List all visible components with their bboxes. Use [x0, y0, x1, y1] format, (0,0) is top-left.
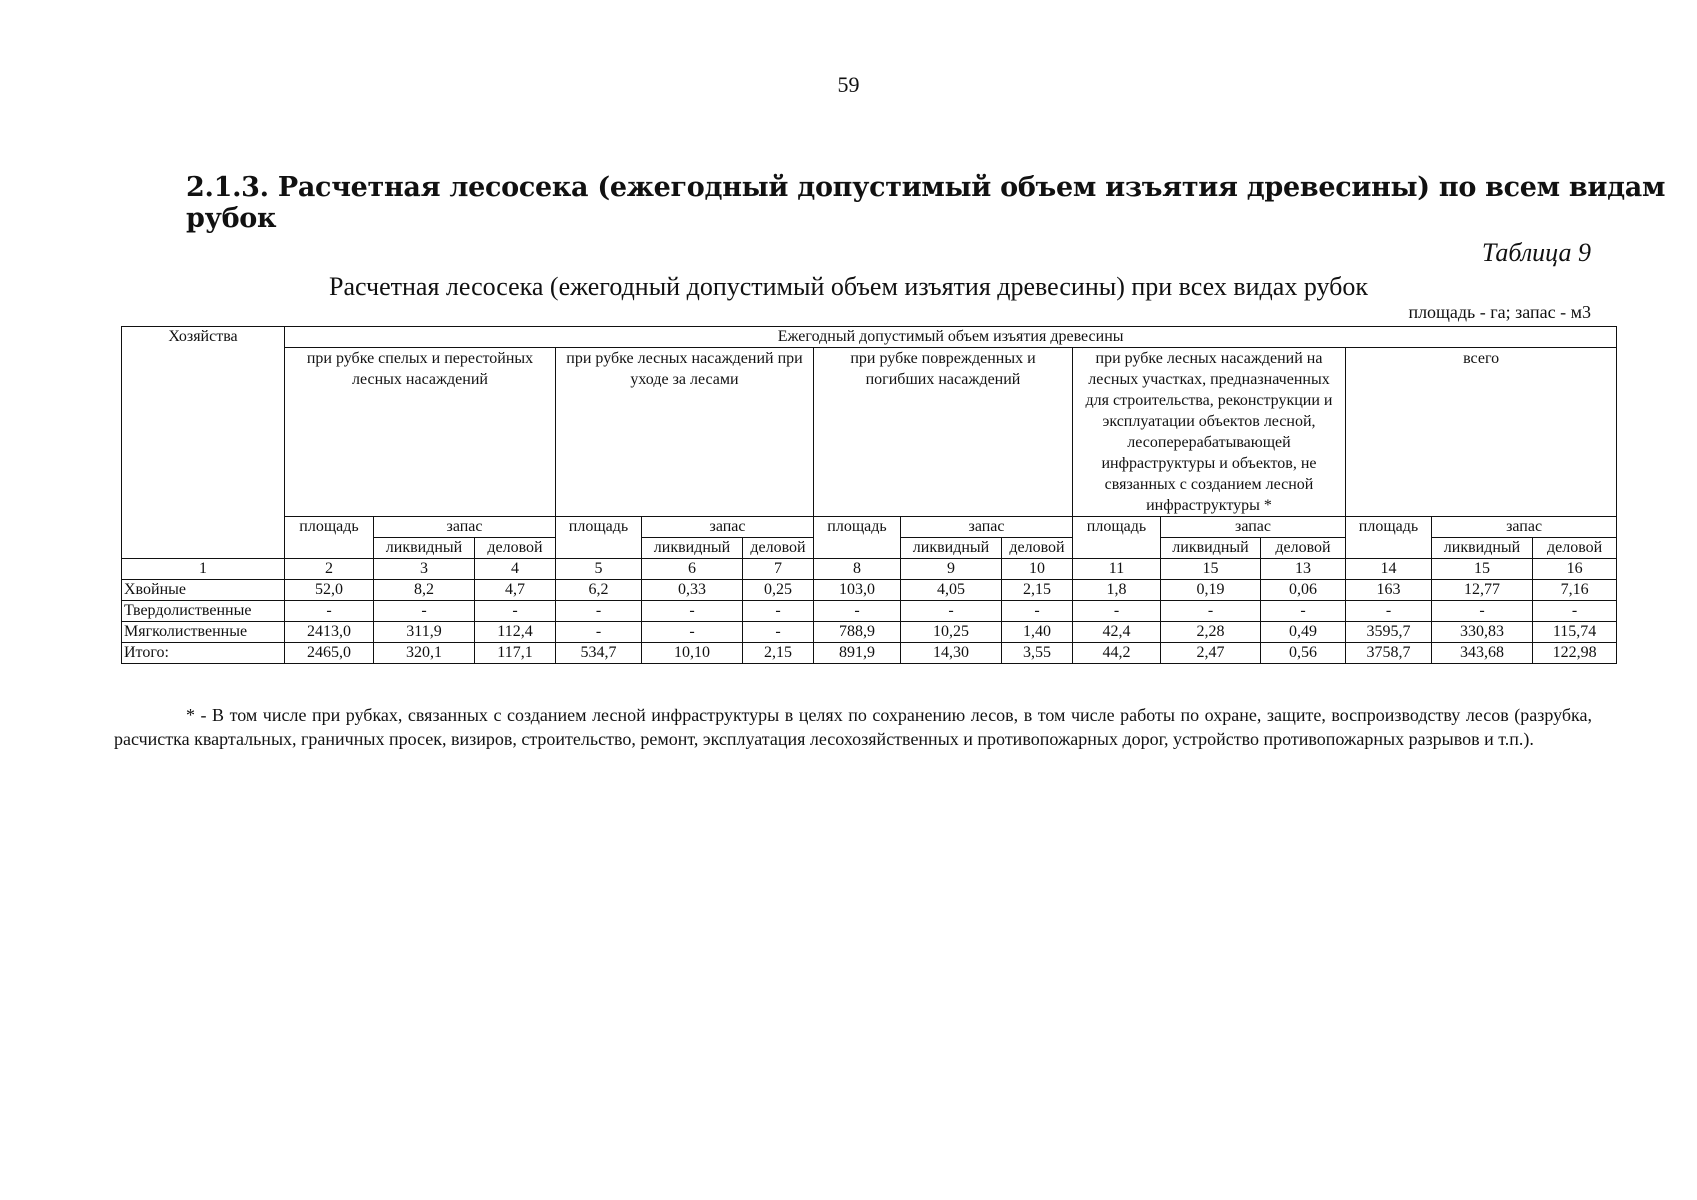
- table-cell: 44,2: [1073, 643, 1161, 664]
- header-group-mature: при рубке спелых и перестойных лесных насаждений: [285, 348, 556, 517]
- table-cell: 163: [1346, 580, 1432, 601]
- header-business: деловой: [743, 538, 814, 559]
- table-cell: 0,25: [743, 580, 814, 601]
- table-cell: 8,2: [374, 580, 475, 601]
- table-cell: 4,7: [475, 580, 556, 601]
- table-cell: -: [285, 601, 374, 622]
- column-number: 6: [642, 559, 743, 580]
- table-cell: -: [1002, 601, 1073, 622]
- header-business: деловой: [475, 538, 556, 559]
- table-cell: -: [374, 601, 475, 622]
- table-cell: 42,4: [1073, 622, 1161, 643]
- harvest-volume-table: [121, 326, 1617, 664]
- header-group-damaged: при рубке поврежденных и погибших насаждений: [814, 348, 1073, 517]
- table-cell: 3,55: [1002, 643, 1073, 664]
- header-group-total: всего: [1346, 348, 1617, 517]
- column-number: 1: [122, 559, 285, 580]
- column-number: 14: [1346, 559, 1432, 580]
- table-label: Таблица 9: [1481, 238, 1591, 267]
- table-row-coniferous: [122, 580, 1617, 601]
- row-label: Мягколиственные: [122, 622, 285, 643]
- column-number: 5: [556, 559, 642, 580]
- table-cell: 2,47: [1161, 643, 1261, 664]
- row-label: Хвойные: [122, 580, 285, 601]
- table-cell: 3758,7: [1346, 643, 1432, 664]
- table-cell: 534,7: [556, 643, 642, 664]
- table-cell: -: [814, 601, 901, 622]
- table-cell: 2465,0: [285, 643, 374, 664]
- header-liquid: ликвидный: [1161, 538, 1261, 559]
- table-cell: 7,16: [1533, 580, 1617, 601]
- table-cell: 311,9: [374, 622, 475, 643]
- header-area: площадь: [285, 517, 374, 559]
- column-number: 9: [901, 559, 1002, 580]
- table-cell: -: [1161, 601, 1261, 622]
- table-cell: 14,30: [901, 643, 1002, 664]
- header-liquid: ликвидный: [642, 538, 743, 559]
- table-cell: 0,33: [642, 580, 743, 601]
- table-cell: 0,06: [1261, 580, 1346, 601]
- table-cell: 343,68: [1432, 643, 1533, 664]
- table-cell: 6,2: [556, 580, 642, 601]
- table-cell: 1,40: [1002, 622, 1073, 643]
- table-cell: 891,9: [814, 643, 901, 664]
- table-cell: -: [642, 601, 743, 622]
- header-row-2: [122, 348, 1617, 517]
- table-cell: 2,15: [1002, 580, 1073, 601]
- header-area: площадь: [556, 517, 642, 559]
- table-cell: 2413,0: [285, 622, 374, 643]
- table-cell: -: [1533, 601, 1617, 622]
- table-cell: 320,1: [374, 643, 475, 664]
- table-cell: -: [1432, 601, 1533, 622]
- table-cell: -: [556, 601, 642, 622]
- column-number: 4: [475, 559, 556, 580]
- column-number: 8: [814, 559, 901, 580]
- column-number: 7: [743, 559, 814, 580]
- row-label: Твердолиственные: [122, 601, 285, 622]
- table-cell: 2,15: [743, 643, 814, 664]
- header-area: площадь: [814, 517, 901, 559]
- table-row-total: [122, 643, 1617, 664]
- header-row-3: [122, 517, 1617, 538]
- column-number: 3: [374, 559, 475, 580]
- column-number: 10: [1002, 559, 1073, 580]
- table-cell: 112,4: [475, 622, 556, 643]
- page-number: 59: [837, 72, 860, 97]
- column-number: 13: [1261, 559, 1346, 580]
- table-cell: 3595,7: [1346, 622, 1432, 643]
- table-cell: 2,28: [1161, 622, 1261, 643]
- header-stock: запас: [642, 517, 814, 538]
- table-cell: 52,0: [285, 580, 374, 601]
- table-cell: 103,0: [814, 580, 901, 601]
- table-cell: 0,56: [1261, 643, 1346, 664]
- column-number-row: [122, 559, 1617, 580]
- header-stock: запас: [1161, 517, 1346, 538]
- header-group-infrastructure: при рубке лесных насаждений на лесных участках, предназначенных для строительства, реконструкции и эксплуатации объектов лесной, лесоперерабатывающей инфраструктуры и объектов, не связанных с созданием лесной инфраструктуры *: [1073, 348, 1346, 517]
- table-cell: -: [475, 601, 556, 622]
- table-cell: 12,77: [1432, 580, 1533, 601]
- table-cell: -: [901, 601, 1002, 622]
- table-row-softwood: [122, 622, 1617, 643]
- header-group-thinning: при рубке лесных насаждений при уходе за лесами: [556, 348, 814, 517]
- table-cell: 10,10: [642, 643, 743, 664]
- footnote: * - В том числе при рубках, связанных с созданием лесной инфраструктуры в целях по сохранению лесов, в том числе работы по охране, защите, воспроизводству лесов (разрубка, расчистка квартальных, граничных просек, визиров, строительство, ремонт, эксплуатация лесохозяйственных и противопожарных дорог, устройство противопожарных разрывов и т.п.).: [114, 705, 1592, 749]
- header-stock: запас: [901, 517, 1073, 538]
- table-cell: -: [743, 601, 814, 622]
- units-note: площадь - га; запас - м3: [1408, 302, 1591, 322]
- column-number: 15: [1432, 559, 1533, 580]
- column-number: 11: [1073, 559, 1161, 580]
- table-cell: -: [1261, 601, 1346, 622]
- column-number: 2: [285, 559, 374, 580]
- header-area: площадь: [1073, 517, 1161, 559]
- table-cell: -: [1346, 601, 1432, 622]
- section-heading: 2.1.3. Расчетная лесосека (ежегодный допустимый объем изъятия древесины) по всем видам рубок: [186, 172, 1666, 234]
- table-cell: -: [1073, 601, 1161, 622]
- table-cell: 330,83: [1432, 622, 1533, 643]
- header-business: деловой: [1533, 538, 1617, 559]
- table-cell: 1,8: [1073, 580, 1161, 601]
- table-title: Расчетная лесосека (ежегодный допустимый объем изъятия древесины) при всех видах рубок: [329, 272, 1368, 301]
- table-cell: -: [642, 622, 743, 643]
- column-number: 15: [1161, 559, 1261, 580]
- table-cell: 117,1: [475, 643, 556, 664]
- header-stock: запас: [1432, 517, 1617, 538]
- header-area: площадь: [1346, 517, 1432, 559]
- row-label: Итого:: [122, 643, 285, 664]
- header-business: деловой: [1002, 538, 1073, 559]
- header-farms: Хозяйства: [122, 327, 285, 559]
- header-stock: запас: [374, 517, 556, 538]
- header-business: деловой: [1261, 538, 1346, 559]
- header-liquid: ликвидный: [1432, 538, 1533, 559]
- header-row-1: [122, 327, 1617, 348]
- table-row-hardwood: [122, 601, 1617, 622]
- table-cell: 4,05: [901, 580, 1002, 601]
- table-cell: -: [743, 622, 814, 643]
- table-cell: 788,9: [814, 622, 901, 643]
- table-cell: 0,19: [1161, 580, 1261, 601]
- table-cell: -: [556, 622, 642, 643]
- table-cell: 0,49: [1261, 622, 1346, 643]
- header-liquid: ликвидный: [901, 538, 1002, 559]
- header-liquid: ликвидный: [374, 538, 475, 559]
- header-main: Ежегодный допустимый объем изъятия древесины: [285, 327, 1617, 348]
- table-cell: 10,25: [901, 622, 1002, 643]
- column-number: 16: [1533, 559, 1617, 580]
- table-cell: 115,74: [1533, 622, 1617, 643]
- table-cell: 122,98: [1533, 643, 1617, 664]
